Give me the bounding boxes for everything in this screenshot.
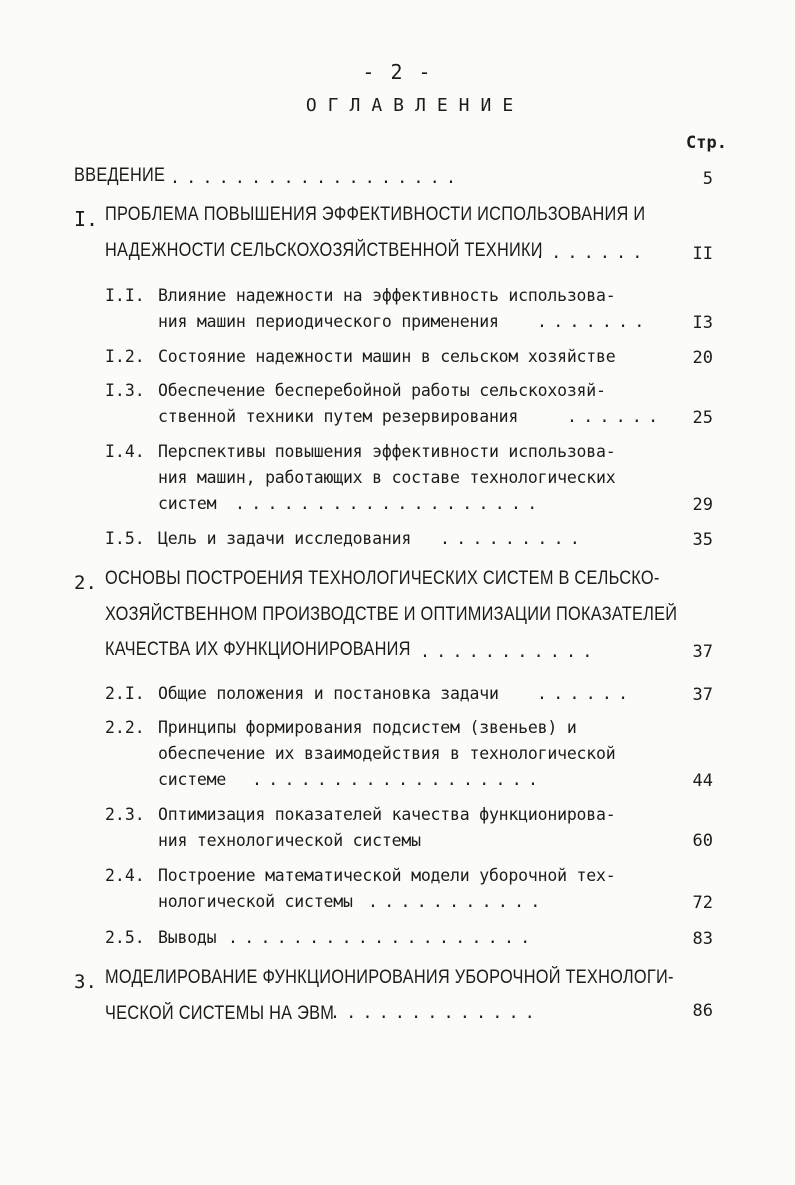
toc-page-number: 29	[692, 495, 713, 515]
section-number: 2.4.	[105, 866, 145, 885]
leader-dots: ...........	[368, 892, 547, 911]
toc-page-number: 86	[692, 1001, 713, 1021]
toc-entry-title: Влияние надежности на эффективность использова-	[158, 286, 616, 305]
toc-page-number: 44	[692, 771, 713, 791]
leader-dots: ..................	[252, 770, 545, 789]
toc-page-number: 5	[702, 169, 713, 189]
toc-entry-title: НАДЕЖНОСТИ СЕЛЬСКОХОЗЯЙСТВЕННОЙ ТЕХНИКИ	[105, 240, 543, 261]
section-number: I.4.	[105, 442, 145, 461]
toc-entry-title: ВВЕДЕНИЕ	[74, 165, 166, 186]
toc-entry-title: Перспективы повышения эффективности использова-	[158, 442, 616, 461]
section-number: I.5.	[105, 529, 145, 548]
toc-page-number: 72	[692, 893, 713, 913]
toc-page-number: 83	[692, 929, 713, 949]
section-number: I.2.	[105, 347, 145, 366]
leader-dots: ...................	[228, 928, 537, 947]
toc-entry-title: Принципы формирования подсистем (звеньев) и	[158, 718, 577, 737]
leader-dots: ..................	[170, 168, 463, 187]
toc-page-number: 37	[692, 642, 713, 662]
toc-entry-title: Общие положения и постановка задачи	[158, 684, 499, 703]
section-number: 2.	[74, 572, 97, 594]
leader-dots: ......	[567, 407, 665, 426]
toc-entry-title: ЧЕСКОЙ СИСТЕМЫ НА ЭВМ	[105, 1003, 335, 1024]
toc-page-number: 37	[692, 685, 713, 705]
toc-entry-title: нологической системы	[158, 892, 353, 911]
leader-dots: .......	[535, 243, 649, 262]
toc-page-number: 20	[692, 348, 713, 368]
toc-entry-title: систем	[158, 494, 217, 513]
toc-entry-title: ХОЗЯЙСТВЕННОМ ПРОИЗВОДСТВЕ И ОПТИМИЗАЦИИ ПОКАЗАТЕЛЕЙ	[105, 604, 678, 625]
section-number: 2.5.	[105, 928, 145, 947]
leader-dots: .............	[330, 1003, 542, 1022]
section-number: 2.3.	[105, 805, 145, 824]
section-number: 2.I.	[105, 684, 145, 703]
toc-entry-title: КАЧЕСТВА ИХ ФУНКЦИОНИРОВАНИЯ	[105, 639, 411, 660]
toc-page-number: II	[692, 244, 713, 264]
toc-entry-title: ПРОБЛЕМА ПОВЫШЕНИЯ ЭФФЕКТИВНОСТИ ИСПОЛЬЗОВАНИЯ И	[105, 204, 646, 225]
page-title: ОГЛАВЛЕНИЕ	[305, 95, 525, 116]
toc-page-number: I3	[692, 313, 713, 333]
page-number: - 2 -	[362, 60, 433, 84]
toc-entry-title: МОДЕЛИРОВАНИЕ ФУНКЦИОНИРОВАНИЯ УБОРОЧНОЙ ТЕХНОЛОГИ-	[105, 967, 674, 988]
toc-page-number: 60	[692, 831, 713, 851]
section-number: 2.2.	[105, 718, 145, 737]
leader-dots: .......	[537, 312, 651, 331]
leader-dots: ...................	[235, 494, 544, 513]
section-number: 3.	[74, 971, 97, 993]
page-column-label: Стр.	[686, 133, 727, 153]
toc-entry-title: обеспечение их взаимодействия в технологической	[158, 744, 616, 763]
toc-entry-title: ственной техники путем резервирования	[158, 407, 519, 426]
section-number: I.3.	[105, 381, 145, 400]
section-number: I.	[74, 207, 99, 231]
section-number: I.I.	[105, 286, 145, 305]
toc-entry-title: Цель и задачи исследования	[158, 529, 412, 548]
toc-entry-title: Выводы	[158, 928, 217, 947]
toc-page-number: 25	[692, 408, 713, 428]
toc-entry-title: ния машин, работающих в составе технологических	[158, 468, 616, 487]
toc-entry-title: ния машин периодического применения	[158, 312, 499, 331]
toc-page-number: 35	[692, 530, 713, 550]
leader-dots: ......	[537, 684, 635, 703]
leader-dots: .........	[440, 529, 587, 548]
toc-entry-title: Построение математической модели уборочной тех-	[158, 866, 616, 885]
leader-dots: ...........	[420, 642, 599, 661]
toc-entry-title: ОСНОВЫ ПОСТРОЕНИЯ ТЕХНОЛОГИЧЕСКИХ СИСТЕМ В СЕЛЬСКО-	[105, 568, 660, 589]
toc-entry-title: Обеспечение бесперебойной работы сельскохозяй-	[158, 381, 606, 400]
toc-entry-title: Оптимизация показателей качества функционирова-	[158, 805, 616, 824]
toc-entry-title: ния технологической системы	[158, 831, 421, 850]
toc-entry-title: Состояние надежности машин в сельском хозяйстве	[158, 347, 616, 366]
toc-entry-title: системе	[158, 770, 227, 789]
